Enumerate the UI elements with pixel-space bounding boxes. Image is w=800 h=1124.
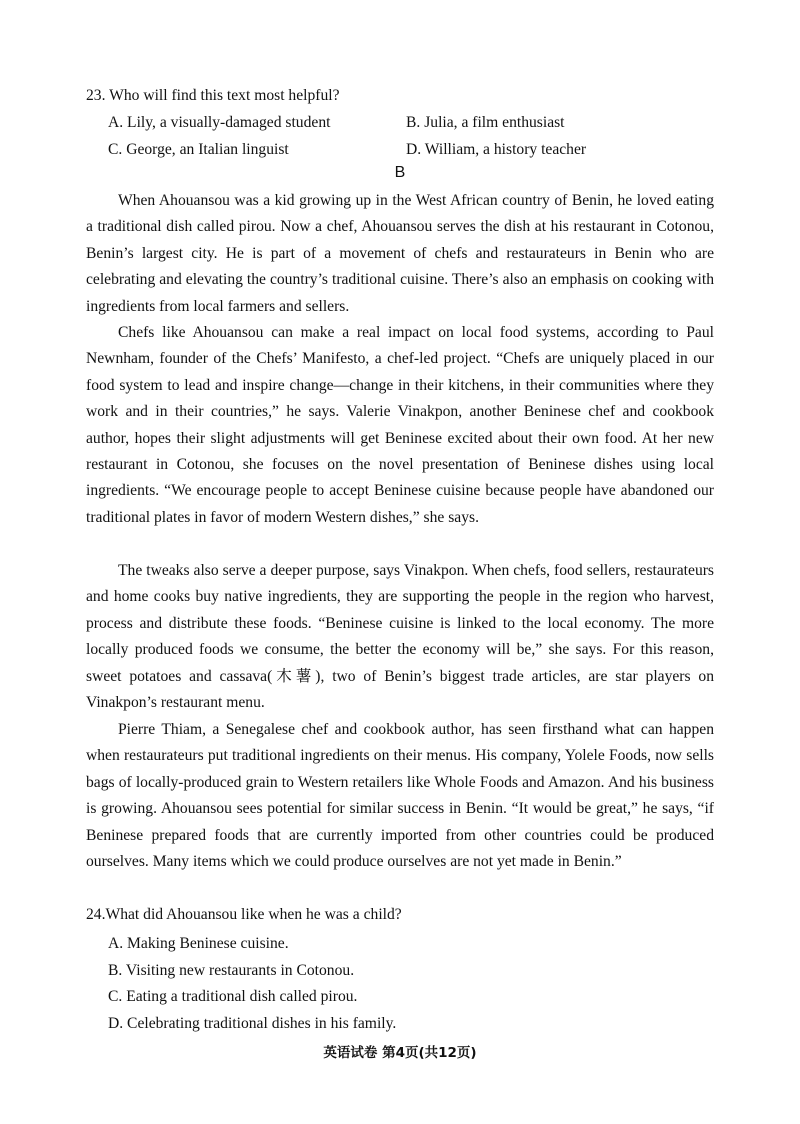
q24-option-c: C. Eating a traditional dish called pirou. <box>108 988 358 1006</box>
passage-paragraph-1: When Ahouansou was a kid growing up in the West African country of Benin, he loved eating a traditional dish called pirou. Now a chef, Ahouansou serves the dish at his restaurant in Cotonou, Benin’s largest city. He is part of a movement of chefs and restaurateurs in Benin who are celebrating and elevating the country’s traditional cuisine. There’s also an emphasis on cooking with ingredients from local farmers and sellers. <box>86 192 714 315</box>
question-24: 24.What did Ahouansou like when he was a child? <box>86 906 402 923</box>
q24-option-a: A. Making Beninese cuisine. <box>108 935 289 952</box>
q24-options <box>108 931 396 1037</box>
q23-option-d: D. William, a history teacher <box>406 141 587 158</box>
section-label: B <box>394 164 406 181</box>
question-23: 23. Who will find this text most helpful? <box>86 87 340 104</box>
passage-paragraph-3: The tweaks also serve a deeper purpose, says Vinakpon. When chefs, food sellers, restaurateurs and home cooks buy native ingredients, they are supporting the people in the region who harvest, process and distribute these foods. “Beninese cuisine is linked to the local economy. The more locally produced foods we consume, the better the economy will be,” she says. For this reason, sweet potatoes and cassava(木薯), two of Benin’s biggest trade articles, are star players on Vinakpon’s restaurant menu. <box>86 562 714 712</box>
q23-option-b: B. Julia, a film enthusiast <box>406 114 565 131</box>
page-footer: 英语试卷 第4页(共12页) <box>323 1045 477 1061</box>
passage-paragraph-4: Pierre Thiam, a Senegalese chef and cookbook author, has seen firsthand what can happen when restaurateurs put traditional ingredients on their menus. His company, Yolele Foods, now sells bags of locally-produced grain to Western retailers like Whole Foods and Amazon. And his business is growing. Ahouansou sees potential for similar success in Benin. “It would be great,” he says, “if Beninese prepared foods that are currently imported from other countries could be produced ourselves. Many items which we could produce ourselves are not yet made in Benin.” <box>86 721 714 871</box>
passage-paragraph-2: Chefs like Ahouansou can make a real impact on local food systems, according to Paul Newnham, founder of the Chefs’ Manifesto, a chef-led project. “Chefs are uniquely placed in our food system to lead and inspire change—change in their kitchens, in their communities where they work and in their countries,” he says. Valerie Vinakpon, another Beninese chef and cookbook author, hopes their slight adjustments will get Beninese excited about their own food. At her new restaurant in Cotonou, she focuses on the novel presentation of Beninese dishes using local ingredients. “We encourage people to accept Beninese cuisine because people have abandoned our traditional plates in favor of modern Western dishes,” she says. <box>86 324 714 526</box>
q23-option-c: C. George, an Italian linguist <box>108 141 289 158</box>
q23-option-a: A. Lily, a visually-damaged student <box>108 114 331 131</box>
q24-option-d: D. Celebrating traditional dishes in his family. <box>108 1014 397 1032</box>
q24-option-b: B. Visiting new restaurants in Cotonou. <box>108 961 355 979</box>
